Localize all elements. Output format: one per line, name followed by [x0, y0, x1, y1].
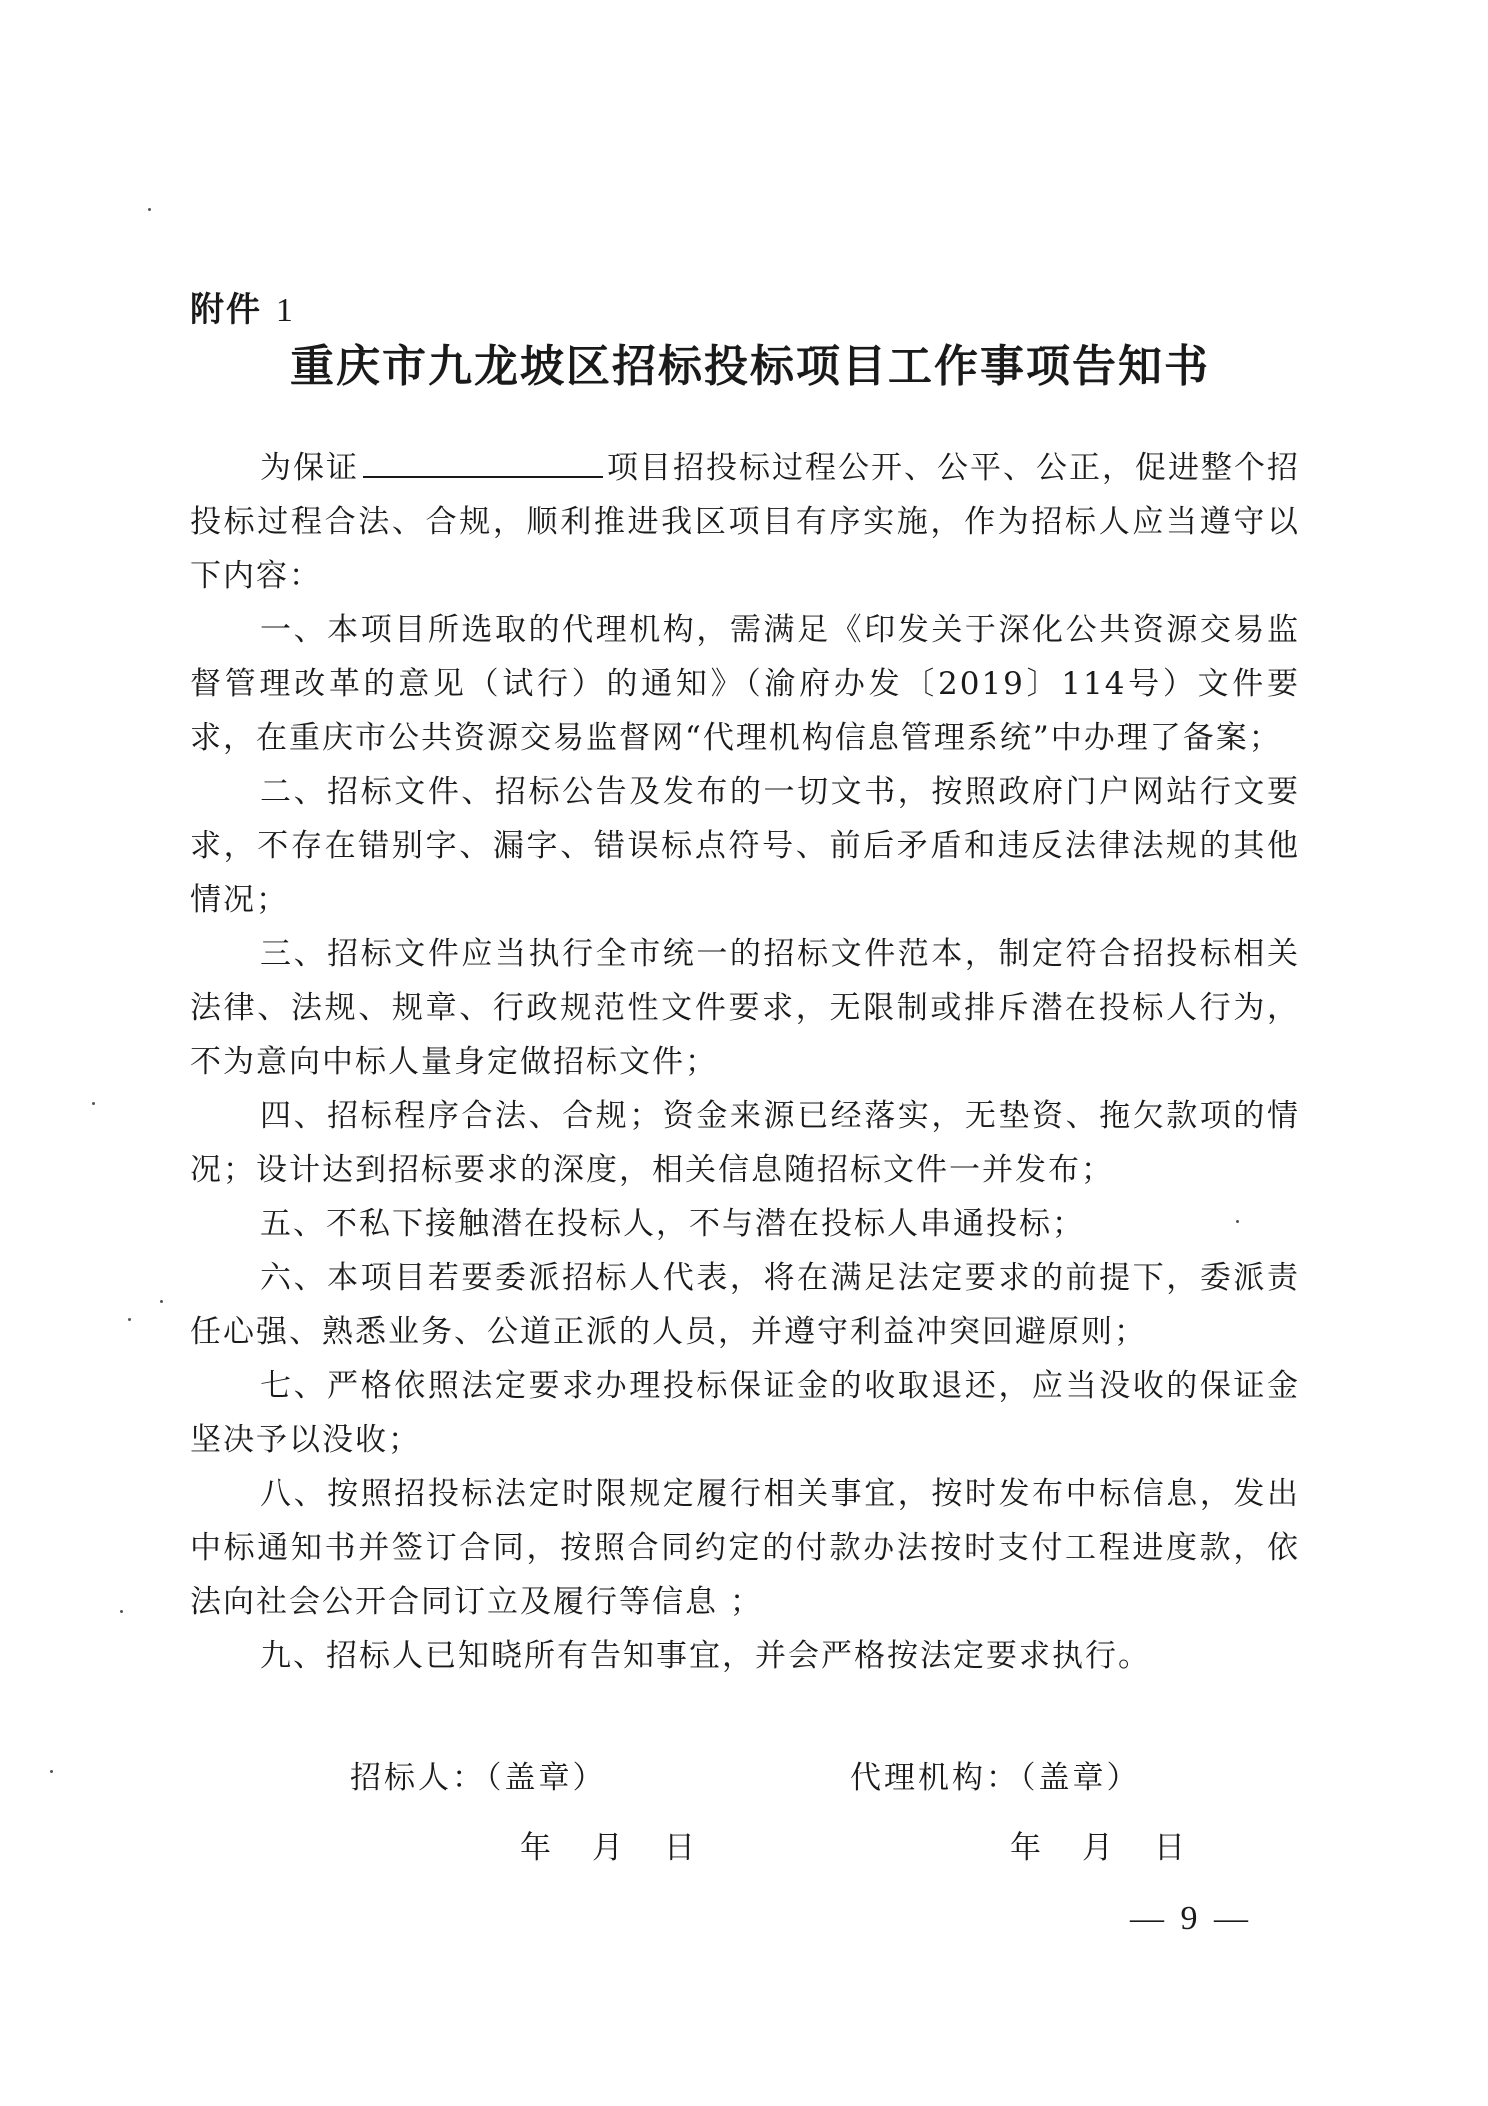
scan-speck: [120, 1610, 123, 1613]
document-body: [190, 440, 1300, 1683]
intro-paragraph: [190, 440, 1300, 603]
page-number: — 9 —: [1130, 1900, 1252, 1937]
annex-number: 1: [275, 292, 295, 329]
intro-prefix: 为保证: [260, 450, 359, 486]
month-label: 月: [1082, 1830, 1113, 1866]
annex-text: 附件: [190, 290, 262, 330]
scan-speck: [148, 208, 151, 211]
agency-date: [1010, 1822, 1226, 1867]
year-label: 年: [520, 1830, 551, 1866]
clause-7: 七、严格依照法定要求办理投标保证金的收取退还，应当没收的保证金坚决予以没收；: [190, 1368, 1300, 1458]
day-label: 日: [1154, 1830, 1185, 1866]
clause-5: 五、不私下接触潜在投标人，不与潜在投标人串通投标；: [260, 1206, 1085, 1242]
project-name-blank: [363, 440, 603, 478]
intro-suffix: 项目招投标过程公开、公平、公正，促进整个招投标过程合法、合规，顺利推进我区项目有序实施，作为招标人应当遵守以下内容：: [190, 450, 1300, 594]
scan-speck: [50, 1770, 53, 1773]
clause-9: 九、招标人已知晓所有告知事宜，并会严格按法定要求执行。: [260, 1638, 1151, 1674]
scan-speck: [128, 1318, 131, 1321]
clause-4: 四、招标程序合法、合规；资金来源已经落实，无垫资、拖欠款项的情况；设计达到招标要求的深度，相关信息随招标文件一并发布；: [190, 1098, 1300, 1188]
clause-1: 一、本项目所选取的代理机构，需满足《印发关于深化公共资源交易监督管理改革的意见（试行）的通知》（渝府办发〔2019〕114号）文件要求，在重庆市公共资源交易监督网“代理机构信息管理系统”中办理了备案；: [190, 612, 1300, 756]
tenderer-signature: 招标人：（盖章）: [350, 1760, 607, 1796]
day-label: 日: [664, 1830, 695, 1866]
tenderer-date: [520, 1822, 736, 1867]
annex-label: [190, 282, 295, 331]
document-title: 重庆市九龙坡区招标投标项目工作事项告知书: [290, 341, 1210, 392]
scan-speck: [160, 1300, 163, 1303]
clause-8: 八、按照招投标法定时限规定履行相关事宜，按时发布中标信息，发出中标通知书并签订合同，按照合同约定的付款办法按时支付工程进度款，依法向社会公开合同订立及履行等信息 ；: [190, 1476, 1300, 1620]
year-label: 年: [1010, 1830, 1041, 1866]
scan-speck: [1236, 1220, 1239, 1223]
agency-signature: 代理机构：（盖章）: [850, 1760, 1141, 1796]
scan-speck: [92, 1102, 95, 1105]
clause-3: 三、招标文件应当执行全市统一的招标文件范本，制定符合招投标相关法律、法规、规章、行政规范性文件要求，无限制或排斥潜在投标人行为，不为意向中标人量身定做招标文件；: [190, 936, 1300, 1080]
clause-6: 六、本项目若要委派招标人代表，将在满足法定要求的前提下，委派责任心强、熟悉业务、公道正派的人员，并遵守利益冲突回避原则；: [190, 1260, 1300, 1350]
clause-2: 二、招标文件、招标公告及发布的一切文书，按照政府门户网站行文要求，不存在错别字、漏字、错误标点符号、前后矛盾和违反法律法规的其他情况；: [190, 774, 1300, 918]
month-label: 月: [592, 1830, 623, 1866]
